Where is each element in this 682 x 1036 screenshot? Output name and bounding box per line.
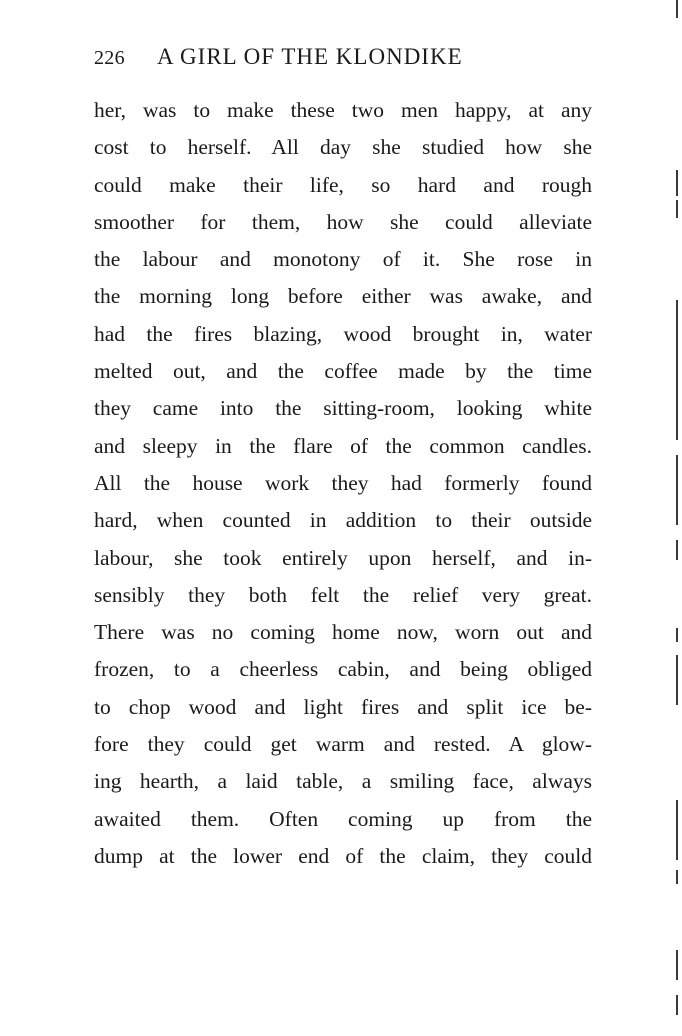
text-line: fore they could get warm and rested. A glow-: [94, 732, 592, 757]
text-line: labour, she took entirely upon herself, and in-: [94, 545, 592, 570]
running-title: A GIRL OF THE KLONDIKE: [156, 44, 463, 69]
text-line: frozen, to a cheerless cabin, and being obliged: [94, 657, 592, 682]
scan-edge-mark: [676, 200, 678, 218]
text-line: hard, when counted in addition to their outside: [94, 508, 592, 533]
text-line: cost to herself. All day she studied how she: [94, 135, 592, 160]
page-number: 226: [94, 47, 125, 69]
text-line: All the house work they had formerly found: [94, 470, 592, 495]
scan-edge-mark: [676, 800, 678, 860]
scan-edge-mark: [676, 170, 678, 196]
body-text: [94, 92, 592, 875]
scan-edge-mark: [676, 628, 678, 642]
scan-edge-mark: [676, 455, 678, 525]
text-line: the morning long before either was awake, and: [94, 284, 592, 309]
scan-edge-mark: [676, 995, 678, 1015]
text-line: they came into the sitting-room, looking white: [94, 396, 592, 421]
text-line: and sleepy in the flare of the common candles.: [94, 433, 592, 458]
text-line: melted out, and the coffee made by the time: [94, 359, 592, 384]
text-line: sensibly they both felt the relief very great.: [94, 582, 592, 607]
scan-edge-mark: [676, 0, 678, 18]
text-line: smoother for them, how she could alleviate: [94, 209, 592, 234]
scan-edge-mark: [676, 655, 678, 705]
text-line: ing hearth, a laid table, a smiling face, always: [94, 769, 592, 794]
text-line: the labour and monotony of it. She rose in: [94, 247, 592, 272]
scan-edge-mark: [676, 950, 678, 980]
scan-edge-mark: [676, 300, 678, 440]
text-line: her, was to make these two men happy, at any: [94, 98, 592, 122]
page-header: [94, 44, 594, 76]
text-line: There was no coming home now, worn out and: [94, 620, 592, 645]
text-line: awaited them. Often coming up from the: [94, 806, 592, 831]
text-line: dump at the lower end of the claim, they could: [94, 843, 592, 868]
scan-edge-mark: [676, 870, 678, 884]
text-line: could make their life, so hard and rough: [94, 172, 592, 197]
text-line: to chop wood and light fires and split ice be-: [94, 694, 592, 719]
text-line: had the fires blazing, wood brought in, water: [94, 321, 592, 346]
scan-edge: [675, 0, 678, 1036]
scan-edge-mark: [676, 540, 678, 560]
